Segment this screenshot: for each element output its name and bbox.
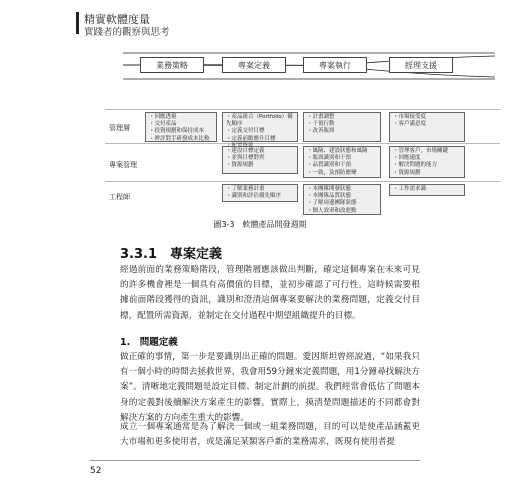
column-project-execution: 專案執行 xyxy=(303,57,367,73)
row-divider xyxy=(105,143,500,144)
row-divider xyxy=(105,181,500,182)
row-label-engineer: 工程師 xyxy=(109,193,130,201)
cell-management-support: ・市場接受度 ・客戶滿意度 xyxy=(389,112,465,142)
section-intro-paragraph: 經過前面的業務策略階段，管理階層應該做出判斷，確定這個專案在未來可見的許多機會裡是一個具有高價值的目標，並初步確認了可行性。這時候需要根據前面階段獲得的資訊，識別和澄清這個專案要解決的業務問題，定義交付目標，配置所需資源，並制定在交付過程中期望組織提升的目標。 xyxy=(120,265,420,321)
lifecycle-curves xyxy=(105,45,500,105)
page-number: 52 xyxy=(90,466,102,476)
row-label-management: 管理層 xyxy=(109,124,130,132)
section-title: 3.3.1 專案定義 xyxy=(120,247,223,262)
book-subtitle: 實踐者的觀察與思考 xyxy=(84,27,170,38)
cell-engineer-definition: ・了解業務計畫 ・識別和評估優先順序 xyxy=(222,184,298,202)
cell-pm-execution: ・風險、建設狀態和風險 ・瓶頸識別和干預 ・品質識別和干預 ・一致，及預防應變 xyxy=(303,146,381,178)
column-operation-support: 經理支援 xyxy=(389,57,453,73)
cell-engineer-support: ・工作需求識 xyxy=(389,184,465,196)
column-project-definition: 專案定義 xyxy=(222,57,286,73)
product-lifecycle-diagram xyxy=(105,45,500,215)
subsection-paragraph-2: 成立一個專案通常是為了解決一個或一組業務問題，目的可以是使產品涵蓋更大市場和更多使用者，或是滿足某類客戶新的業務需求，既現有使用者提 xyxy=(120,422,420,448)
footer-rule xyxy=(90,460,420,461)
subsection-paragraph-1: 做正確的事情，第一步是要識別出正確的問題。愛因斯坦曾經說過，“如果我只有一個小時的時間去拯救世界，我會用59分鐘來定義問題，用1分鐘尋找解決方案”。清晰地定義問題是設定目標、制定計劃的前提。我們經常會低估了問題本身的定義對後續解決方案產生的影響。實際上，摸清楚問題描述的不同都會對解決方案的方向產生重大的影響。 xyxy=(120,352,420,423)
cell-pm-support: ・管理客戶，市場關鍵 ・回應速度 ・解決問題的能力 ・資源規劃 xyxy=(389,146,465,178)
figure-caption: 圖3-3 軟體產品開發週期 xyxy=(213,220,307,229)
cell-engineer-execution: ・本團隊開發狀態 ・本團隊品質狀態 ・了解周邊團隊狀態 ・個人效率和改進點 xyxy=(303,184,381,215)
header-accent-bar xyxy=(76,12,79,34)
subsection-title: 1. 問題定義 xyxy=(120,337,178,348)
row-divider xyxy=(105,109,500,110)
cell-pm-definition: ・建設目標定義 ・並與目標對齊 ・資源規劃 xyxy=(222,146,298,174)
book-title: 精實軟體度量 xyxy=(84,13,150,26)
column-business-strategy: 業務策略 xyxy=(140,57,204,73)
cell-management-execution: ・計畫調整 ・干預行動 ・改善瓶頸 xyxy=(303,112,381,142)
cell-management-strategy: ・回應透視 ・交付產品 ・投資規劃和保持成本 ・辨評對手研發成本比較 xyxy=(145,112,217,142)
page-header xyxy=(0,0,520,40)
cell-management-definition: ・產品組合（Portfolio）優先順序 ・定義交付目標 ・定義前瞻應升目標 xyxy=(222,112,298,142)
row-label-project-management: 專案管理 xyxy=(109,161,137,169)
